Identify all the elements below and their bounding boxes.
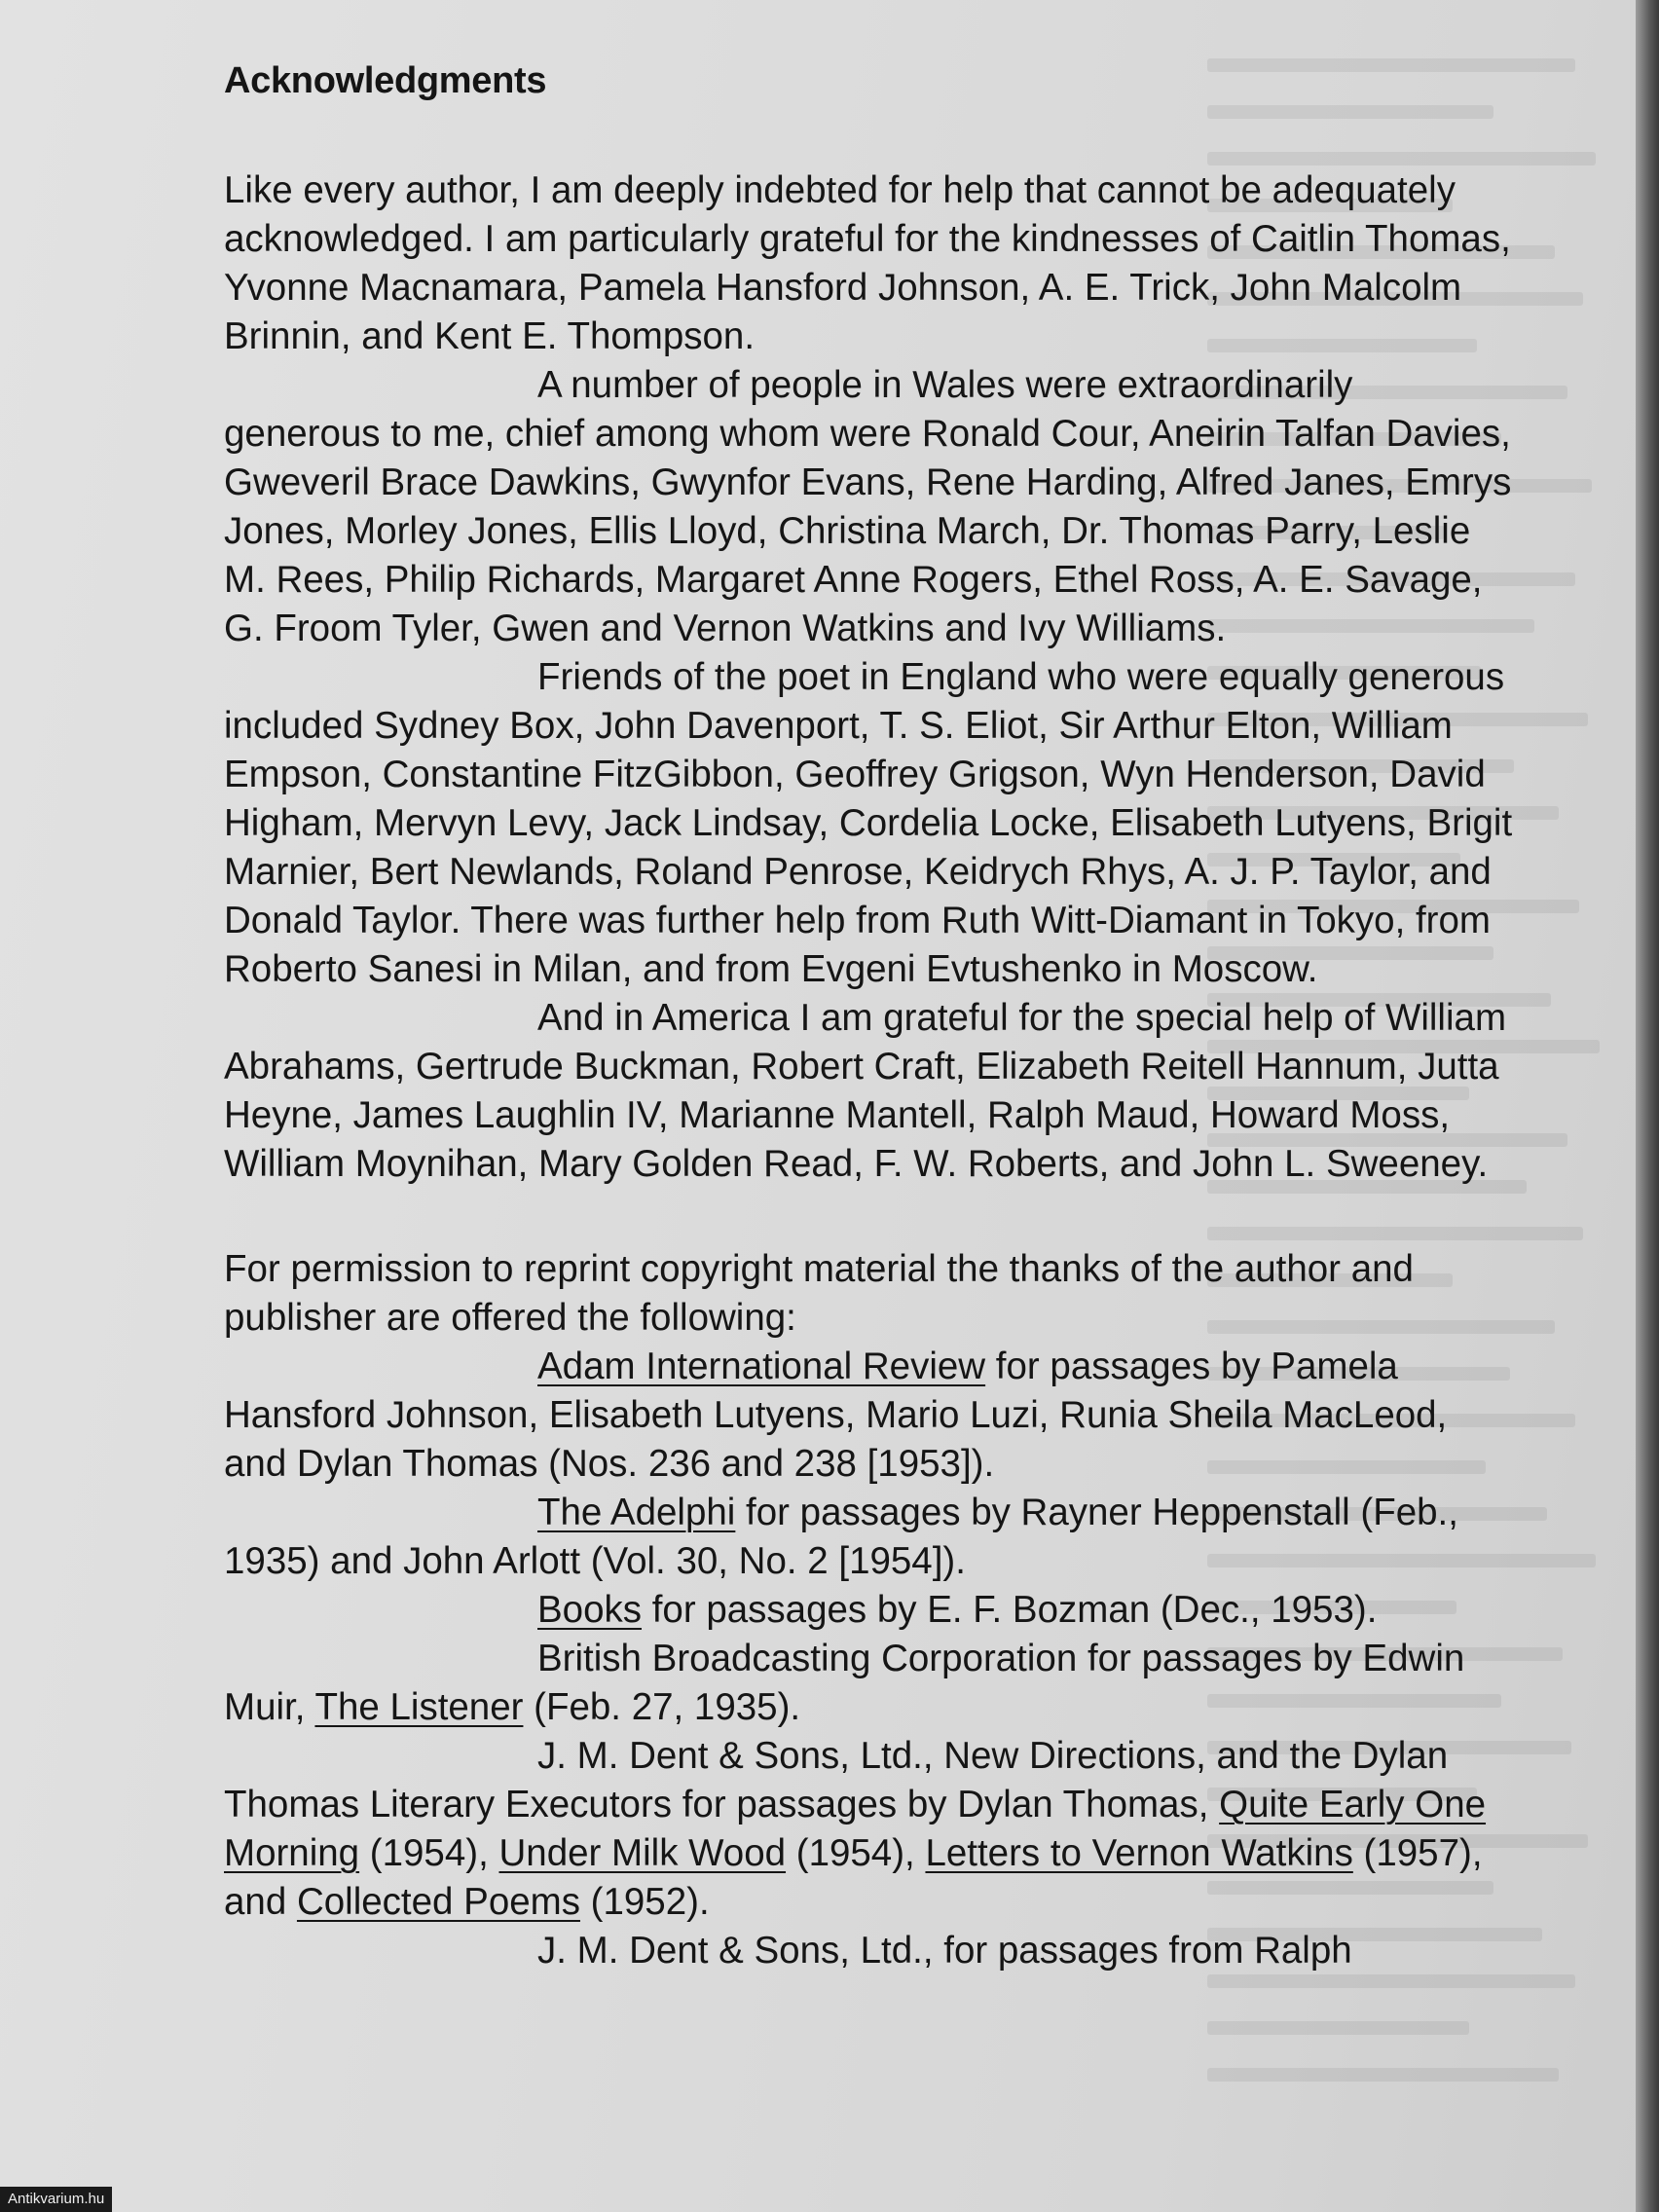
publication-title: The Adelphi <box>537 1492 736 1533</box>
publication-title: Quite Early One Morning <box>224 1784 1487 1874</box>
section-gap <box>224 1189 1519 1245</box>
permission-text: British Broadcasting Corporation for passages by Edwin Muir, <box>224 1638 1465 1728</box>
permission-entry <box>224 1732 1519 1927</box>
permission-entry <box>224 1586 1519 1635</box>
publication-title: The Listener <box>314 1686 524 1728</box>
watermark: Antikvarium.hu <box>0 2187 112 2212</box>
paragraph: Friends of the poet in England who were equally generous included Sydney Box, John Davenport, T. S. Eliot, Sir Arthur Elton, William Empson, Constantine FitzGibbon, Geoffrey Grigson, Wyn Henderson, David Higham, Mervyn Levy, Jack Lindsay, Cordelia Locke, Elisabeth Lutyens, Brigit Marnier, Bert Newlands, Roland Penrose, Keidrych Rhys, A. J. P. Taylor, and Donald Taylor. There was further help from Ruth Witt-Diamant in Tokyo, from Roberto Sanesi in Milan, and from Evgeni Evtushenko in Moscow. <box>224 656 1513 990</box>
permission-text: for passages by E. F. Bozman (Dec., 1953). <box>642 1589 1378 1631</box>
paragraph: And in America I am grateful for the special help of William Abrahams, Gertrude Buckman, Robert Craft, Elizabeth Reitell Hannum, Jutta Heyne, James Laughlin IV, Marianne Mantell, Ralph Maud, Howard Moss, William Moynihan, Mary Golden Read, F. W. Roberts, and John L. Sweeney. <box>224 997 1507 1185</box>
permission-entry <box>224 1343 1519 1489</box>
publication-title: Under Milk Wood <box>498 1832 787 1874</box>
paragraph: Like every author, I am deeply indebted for help that cannot be adequately acknowledged. I am particularly grateful for the kindnesses of Caitlin Thomas, Yvonne Macnamara, Pamela Hansford Johnson, A. E. Trick, John Malcolm Brinnin, and Kent E. Thompson. <box>224 169 1511 357</box>
permission-text: (Feb. 27, 1935). <box>523 1686 801 1728</box>
permission-entry <box>224 1635 1519 1732</box>
permission-entry <box>224 1489 1519 1586</box>
permission-text: (1952). <box>579 1881 710 1923</box>
page-title: Acknowledgments <box>224 60 547 101</box>
permissions-intro: For permission to reprint copyright material the thanks of the author and publisher are offered the following: <box>224 1248 1414 1339</box>
paragraph: A number of people in Wales were extraordinarily generous to me, chief among whom were Ronald Cour, Aneirin Talfan Davies, Gweveril Brace Dawkins, Gwynfor Evans, Rene Harding, Alfred Janes, Emrys Jones, Morley Jones, Ellis Lloyd, Christina March, Dr. Thomas Parry, Leslie M. Rees, Philip Richards, Margaret Anne Rogers, Ethel Ross, A. E. Savage, G. Froom Tyler, Gwen and Vernon Watkins and Ivy Williams. <box>224 364 1512 649</box>
permission-text: (1957), and <box>224 1832 1483 1923</box>
page-content <box>224 60 1519 1975</box>
permission-text: for passages by Pamela Hansford Johnson, Elisabeth Lutyens, Mario Luzi, Runia Sheila MacLeod, and Dylan Thomas (Nos. 236 and 238 [1953]). <box>224 1346 1448 1485</box>
permission-text: for passages by Rayner Heppenstall (Feb., 1935) and John Arlott (Vol. 30, No. 2 [1954]). <box>224 1492 1458 1582</box>
publication-title: Collected Poems <box>296 1881 580 1923</box>
permission-text: (1954), <box>786 1832 926 1874</box>
publication-title: Books <box>537 1589 643 1631</box>
permission-entry: J. M. Dent & Sons, Ltd., for passages from Ralph <box>537 1930 1352 1972</box>
permission-text: J. M. Dent & Sons, Ltd., New Directions, and the Dylan Thomas Literary Executors for passages by Dylan Thomas, <box>224 1735 1449 1825</box>
book-binding-edge <box>1636 0 1659 2212</box>
publication-title: Adam International Review <box>537 1346 986 1387</box>
publication-title: Letters to Vernon Watkins <box>925 1832 1353 1874</box>
permission-text: (1954), <box>359 1832 499 1874</box>
